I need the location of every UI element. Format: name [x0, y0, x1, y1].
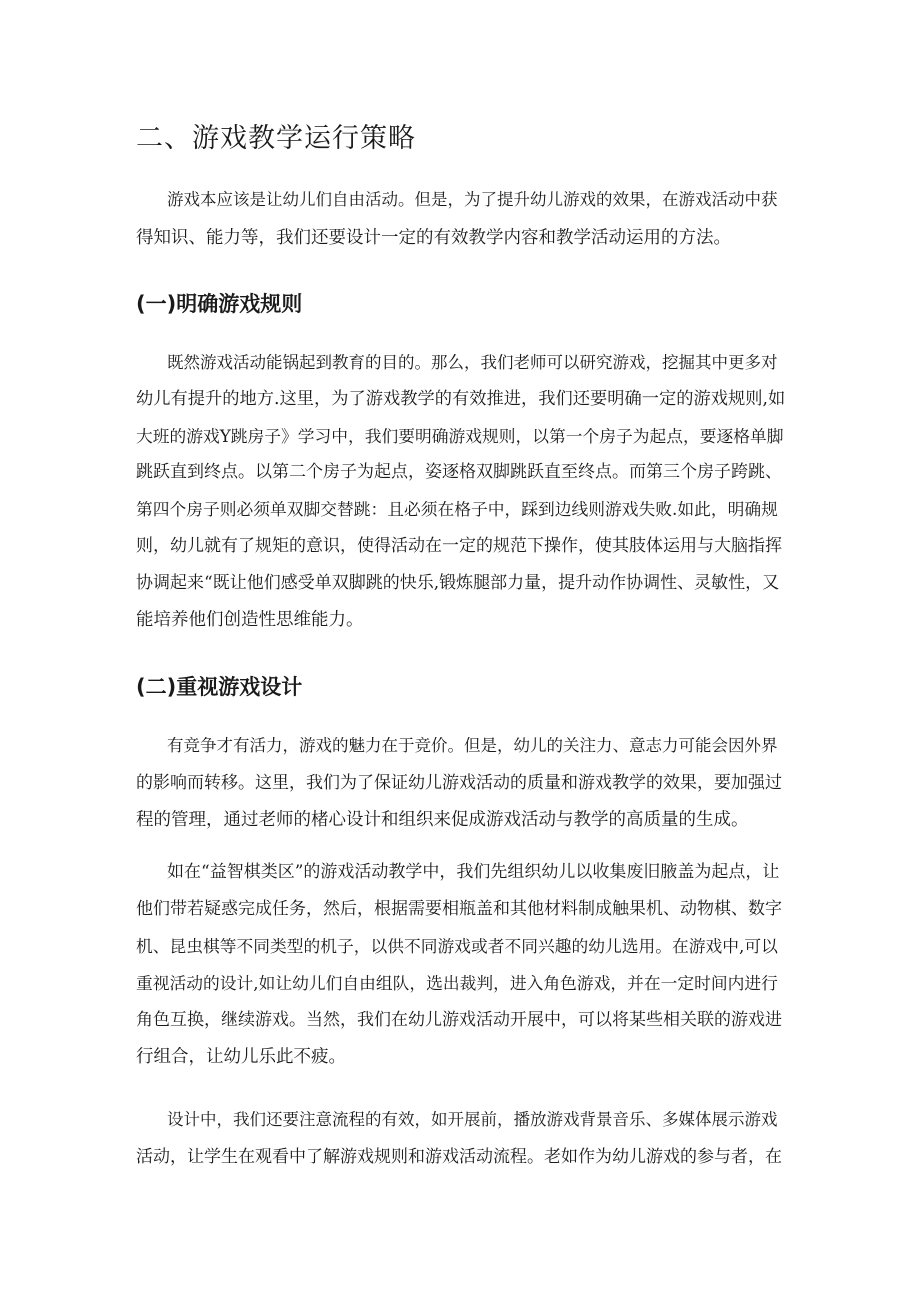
subsection-heading-1: (一)明确游戏规则 [136, 292, 303, 316]
paragraph-line: 程的管理，通过老师的楮心设计和组织来促成游戏活动与教学的高质量的生成。 [136, 810, 749, 830]
paragraph-line: 角色互换，继续游戏。当然，我们在幼儿游戏活动开展中，可以将某些相关联的游戏进 [136, 1010, 782, 1030]
paragraph-line: 机、昆虫棋等不同类型的机子，以供不同游戏或者不同兴趣的幼儿选用。在游戏中,可以 [136, 936, 778, 956]
paragraph-line: 重视活动的设计,如让幼儿们自由组队，选出裁判，进入角色游戏，并在一定时间内进行 [136, 973, 778, 993]
paragraph-line: 协调起来“既让他们感受单双脚跳的快乐,锻炼腿部力量，提升动作协调性、灵敏性，又 [136, 573, 780, 593]
paragraph-line: 幼儿有提升的地方.这里，为了游戏教学的有效推进，我们还要明确一定的游戏规则,如 [136, 389, 786, 409]
paragraph-line: 既然游戏活动能锅起到教育的目的。那么，我们老师可以研究游戏，挖掘其中更多对 [167, 353, 778, 372]
paragraph-line: 能培养他们创造性思维能力。 [136, 610, 364, 630]
paragraph-line: 有竞争才有活力，游戏的魅力在于竞价。但是，幼儿的关注力、意志力可能会因外界 [167, 736, 778, 755]
paragraph-line: 活动，让学生在观看中了解游戏规则和游戏活动流程。老如作为幼儿游戏的参与者，在 [136, 1147, 782, 1167]
paragraph-line: 得知识、能力等，我们还要设计一定的有效教学内容和教学活动运用的方法。 [136, 228, 731, 248]
section-title: 二、游戏教学运行策略 [136, 123, 416, 154]
paragraph-line: 他们带若疑惑完成任务，然后，根据需要相瓶盖和其他材料制成触果机、动物棋、数字 [136, 899, 782, 919]
paragraph-line: 则，幼儿就有了规矩的意识，使得活动在一定的规范下操作，使其肢体运用与大脑指挥 [136, 536, 782, 556]
paragraph-line: 如在“益智棋类区”的游戏活动教学中，我们先组织幼儿以收集废旧腋盖为起点，让 [167, 862, 780, 882]
paragraph-line: 行组合，让幼儿乐此不疲。 [136, 1047, 346, 1067]
paragraph-line: 第四个房子则必须单双脚交替跳：且必须在格子中，踩到边线则游戏失败.如此，明确规 [136, 499, 778, 519]
paragraph-line: 跳跃直到终点。以第二个房子为起点，姿逐格双脚跳跃直至终点。而第三个房子跨跳、 [136, 462, 782, 482]
paragraph-line: 的影响而转移。这里，我们为了保证幼儿游戏活动的质量和游戏教学的效果，要加强过 [136, 773, 782, 793]
subsection-heading-2: (二)重视游戏设计 [136, 675, 303, 699]
paragraph-line: 设计中，我们还要注意流程的有效，如开展前，播放游戏背景音乐、多媒体展示游戏 [167, 1110, 778, 1129]
paragraph-line: 游戏本应该是让幼儿们自由活动。但是，为了提升幼儿游戏的效果，在游戏活动中获 [167, 190, 778, 209]
paragraph-line: 大班的游戏Y跳房子》学习中，我们要明确游戏规则，以第一个房子为起点，要逐格单脚 [136, 426, 784, 446]
